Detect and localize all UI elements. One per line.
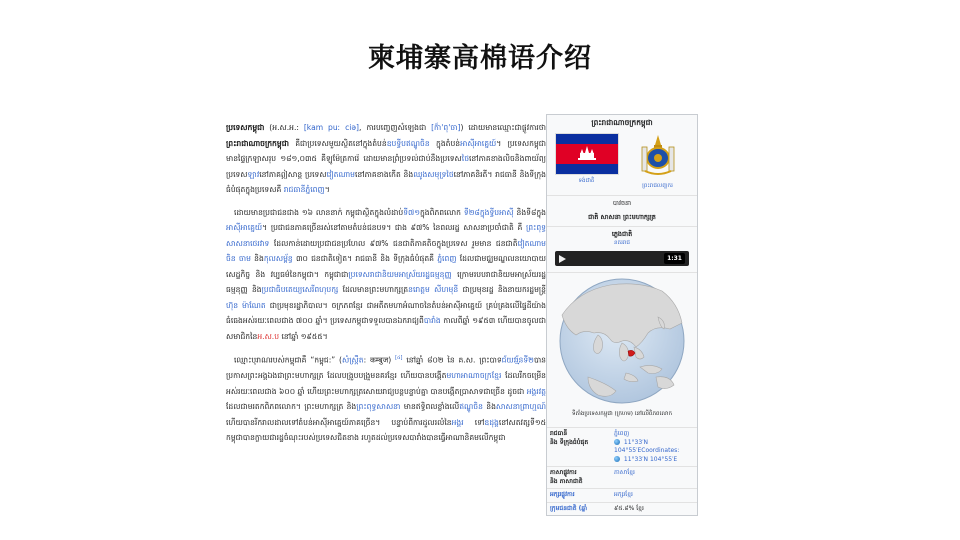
infobox [546,114,698,516]
article-text: គឺជាប្រទេសមួយស្ថិតនៅក្នុងតំបន់ [288,138,387,148]
article-text: កាលពីឆ្នាំ ១៩៥៣ ហើយបានចូលជាសមាជិកនៃ [226,316,546,341]
article-text: ដែលជាមរតកពិភពលោក។ ព្រះមហាក្សត្រ និង [226,402,357,412]
article-link[interactable]: អាស៊ីអាគ្នេយ៍ [226,223,263,232]
article-text: ។ ប្រទេសកម្ពុជាមានផ្ទៃក្រឡាសរុប ១៨១,០៣៥ គីឡូម៉ែត្រការ៉េ ដោយមានព្រំប្រទល់ជាប់នឹងប្រទេស [226,138,546,163]
article-link[interactable]: ព្រះពុទ្ធសាសនាថេរវាទ [226,223,546,248]
article-text: : कम्बुज) [363,355,396,365]
article-text: ដែលមានព្រះមហាក្សត្រ [338,285,409,294]
article-text: ក្នុងតំបន់ [429,138,461,148]
red-link[interactable]: អ.ស.ប [257,331,280,341]
row-value[interactable]: ភាសាខ្មែរ [611,467,697,489]
slide-title: 柬埔寨高棉语介绍 [368,43,592,74]
article-text: និងទី៨ក្នុង [513,207,546,217]
coat-of-arms-icon[interactable] [637,133,679,177]
article-text: នៅភាគខាងកើត និង [354,169,414,179]
article-link[interactable]: មហាអាណាចក្រខ្មែរ [446,371,502,381]
article-link[interactable]: ទី២៨ក្នុងទ្វីបអាស៊ី [463,207,514,217]
article-paragraph [226,120,546,198]
article-link[interactable]: អង្គរ [451,417,464,427]
globe-location-icon [558,277,686,405]
article-link[interactable]: ឧដុង្គ [484,417,499,427]
article-link[interactable]: ថៃ [461,154,470,163]
article-paragraph [226,351,546,446]
article-link[interactable]: ឧបទ្វីបឥណ្ឌូចិន [386,138,430,148]
wikipedia-screenshot [220,112,704,540]
article-text: ហើយបានរីករាលដាលទៅតំបន់អាស៊ីអាគ្នេយ៍ភាគច្រើន។ បន្ទាប់ពីការដួលរលំនៃ [226,417,452,427]
article-text: ដែលរីកចម្រើនអស់រយៈពេលជាង ៦០០ ឆ្នាំ ហើយព្រះមហាក្សត្រសោយរាជ្យបន្តបន្ទាប់គ្នា បានបង្កើតប្រាសាទជាច្រើន ដូចជា [226,371,546,396]
row-key[interactable]: អក្សរផ្លូវការ [547,489,611,503]
coords-link-2[interactable]: 11°33′N 104°55′E [623,455,678,463]
article-link[interactable]: ឥណ្ឌូចិន [459,402,483,412]
citation-ref[interactable]: [៤] [395,355,403,361]
row-key: ភាសាផ្លូវការ និង ភាសាជាតិ [547,467,611,489]
capital-link[interactable]: ភ្នំពេញ [614,430,630,437]
infobox-table [547,427,697,515]
article-text: និង [250,254,264,263]
motto-text: ជាតិ សាសនា ព្រះមហាក្សត្រ [588,213,656,221]
article-link[interactable]: កុលសម្ព័ន្ធ [263,254,293,263]
row-key[interactable]: ក្រុមជនជាតិ (ឆ្នាំ [547,502,611,515]
article-text: ជាប្រមុខរដ្ឋាភិបាល។ ចក្រភពខ្មែរ ជាអតីតមហាអំណាចនៃតំបន់អាស៊ីអាគ្នេយ៍ គ្រប់គ្រងលើផ្ទៃដីយ៉ាងធំធេងអស់រយៈពេលជាង ៧០០ ឆ្នាំ។ ប្រទេសកម្ពុជាទទួលបានឯករាជ្យពី [226,300,546,325]
coa-cell [625,133,691,191]
article-link[interactable]: ប្រទេសរាជានិយមអាស្រ័យរដ្ឋធម្មនុញ្ញ [348,269,452,279]
article-text: ក្រោមរបបរាជានិយមអាស្រ័យរដ្ឋធម្មនុញ្ញ និង [226,269,547,294]
anthem-section [547,226,697,272]
article-text: ។ [324,185,330,194]
article-text: ឈ្មោះបុរាណរបស់កម្ពុជាគឺ “កម្ពុជ:” ( [234,355,343,365]
article-text: នៅសតវត្សទី១៥ កម្ពុជាបានក្លាយជារដ្ឋចំណុះរបស់ប្រទេសជិតខាង រហូតដល់ប្រទេសបារាំងបានធ្វើអាណានិគមលើកម្ពុជា [226,417,546,443]
angkor-temple-icon [577,146,597,160]
article-text: ដោយមានប្រជាជនជាង ១៦ លាននាក់ កម្ពុជាស្ថិតក្នុងលំដាប់ [234,207,404,217]
anthem-label: ភ្លេងជាតិ [611,230,633,238]
article-paragraph [226,205,546,345]
article-link[interactable]: ឈូងសមុទ្រថៃ [413,169,454,179]
article-text: ជាប្រមុខរដ្ឋ និងនាយករដ្ឋមន្ត្រី [458,285,546,294]
article-text: ) ដោយមានឈ្មោះជាផ្លូវការថា [460,123,547,132]
flag-cell [554,133,620,186]
globe-map[interactable] [547,272,697,427]
article-text: ៣០ ជនជាតិទៀត។ រាជធានី និង ទីក្រុងធំបំផុតគឺ [292,254,438,263]
article-text: (អ.ស.អ.: [264,123,304,132]
audio-player[interactable] [555,251,689,266]
article-link[interactable]: រាជធានីភ្នំពេញ [283,185,325,194]
bold-term: ប្រទេសកម្ពុជា [226,123,265,132]
article-text: ក្នុងពិភពលោក [419,207,464,217]
article-text: ។ ប្រជាជនភាគច្រើនរស់នៅតាមតំបន់ជនបទ។ ជាង ៩៧% នៃពលរដ្ឋ សាសនាប្រចាំជាតិ គឺ [262,223,526,232]
article-text: នៅឆ្នាំ ១៩៥៥។ [279,331,328,341]
article-link[interactable]: បារាំង [423,316,441,325]
article-link[interactable]: ហ៊ុន ម៉ាណែត [226,300,266,310]
article-text: , ការបញ្ចេញសំឡេងជា [359,123,432,132]
article-text: ដែលកាន់ដោយប្រជាជនប្រហែល ៩៧% ជនជាតិភាគតិចក្នុងប្រទេស រួមមាន ជនជាតិ [269,238,518,248]
infobox-row-script [547,489,697,503]
row-value[interactable]: អក្សរខ្មែរ [611,489,697,503]
article-text: មានឥទ្ធិពលខ្លាំងលើ [400,402,460,412]
flag-caption[interactable]: ទង់ជាតិ [578,178,595,184]
article-text: នៅឆ្នាំ ៨០២ នៃ គ.ស. ព្រះបាទ [402,355,502,365]
infobox-title: ព្រះរាជាណាចក្រកម្ពុជា [591,118,653,127]
row-key: រាជធានី និង ទីក្រុងធំបំផុត [547,428,611,467]
article-link[interactable]: សាសនាព្រាហ្មណ៍ [495,402,546,412]
coords-label: Coordinates: [641,447,680,454]
article-link[interactable]: សំស្រ្កឹត [342,355,364,365]
article-text: នៅភាគខាងលិចនិងពាយ័ព្យ ប្រទេស [226,154,546,179]
article-link[interactable]: ទី៧១ [403,207,420,217]
coords-link[interactable]: 11°33′N 104°55′E [614,438,649,454]
anthem-name[interactable]: នគររាជ [614,240,630,246]
article-link[interactable]: វៀតណាម ចិន ចាម [226,238,546,263]
article-text: និង [482,402,496,412]
article-link[interactable]: ឡាវ [247,169,260,179]
globe-icon [614,439,620,445]
article-link[interactable]: ប្រជាធិបតេយ្យសេរីពហុបក្ស [261,285,339,294]
article-link[interactable]: [kam puː ciə] [303,123,360,132]
article-link[interactable]: អង្គរវត្ត [526,386,546,396]
infobox-row-language [547,467,697,489]
article-text: ទៅ [463,417,485,427]
motto-label: បាវចនា [547,195,697,211]
infobox-row-ethnic [547,502,697,515]
globe-icon [614,456,620,462]
row-value: ៩៥.៨% ខ្មែរ [611,502,697,515]
article-text: ដែលជាមជ្ឈមណ្ឌលនយោបាយ សេដ្ឋកិច្ច និង វប្បធម៌នៃកម្ពុជា។ កម្ពុជាជា [226,254,547,279]
infobox-row-capital [547,428,697,467]
article-body [226,120,546,453]
article-text: បានប្រកាសព្រះអង្គឯងជាព្រះមហាក្សត្រ ដែលបង្រួបបង្រួមនគរខ្មែរ ហើយបានបង្កើត [226,355,546,381]
article-link[interactable]: អាស៊ីអាគ្នេយ៍ [460,138,497,148]
article-text: នៅភាគនិរតី។ រាជធានី និងទីក្រុងធំបំផុតក្នុងប្រទេសគឺ [226,169,546,194]
article-text: នៅភាគឦសាន្ត ប្រទេស [259,169,327,179]
coa-caption[interactable]: ព្រះរាជលញ្ឆករ [642,183,673,189]
article-link[interactable]: [ក៏ា'ពុ'ចា] [431,123,461,132]
article-link[interactable]: នរោត្តម សីហមុនី [408,285,459,294]
article-link[interactable]: ជ័យវរ្ម័នទី២ [501,355,534,365]
play-icon[interactable] [559,255,566,263]
infobox-symbols [547,131,697,195]
row-value [611,428,697,467]
article-link[interactable]: ភ្នំពេញ [437,254,457,263]
article-link[interactable]: ព្រះពុទ្ធសាសនា [356,402,401,412]
bold-term: ព្រះរាជាណាចក្រកម្ពុជា [226,138,289,148]
cambodia-flag-image[interactable] [555,133,619,175]
audio-duration: 1:31 [664,253,685,264]
map-caption: ទីតាំងប្រទេសកម្ពុជា (ក្រហម) នៅលើពិភពលោក [571,411,673,417]
article-link[interactable]: វៀតណាម [326,169,355,179]
